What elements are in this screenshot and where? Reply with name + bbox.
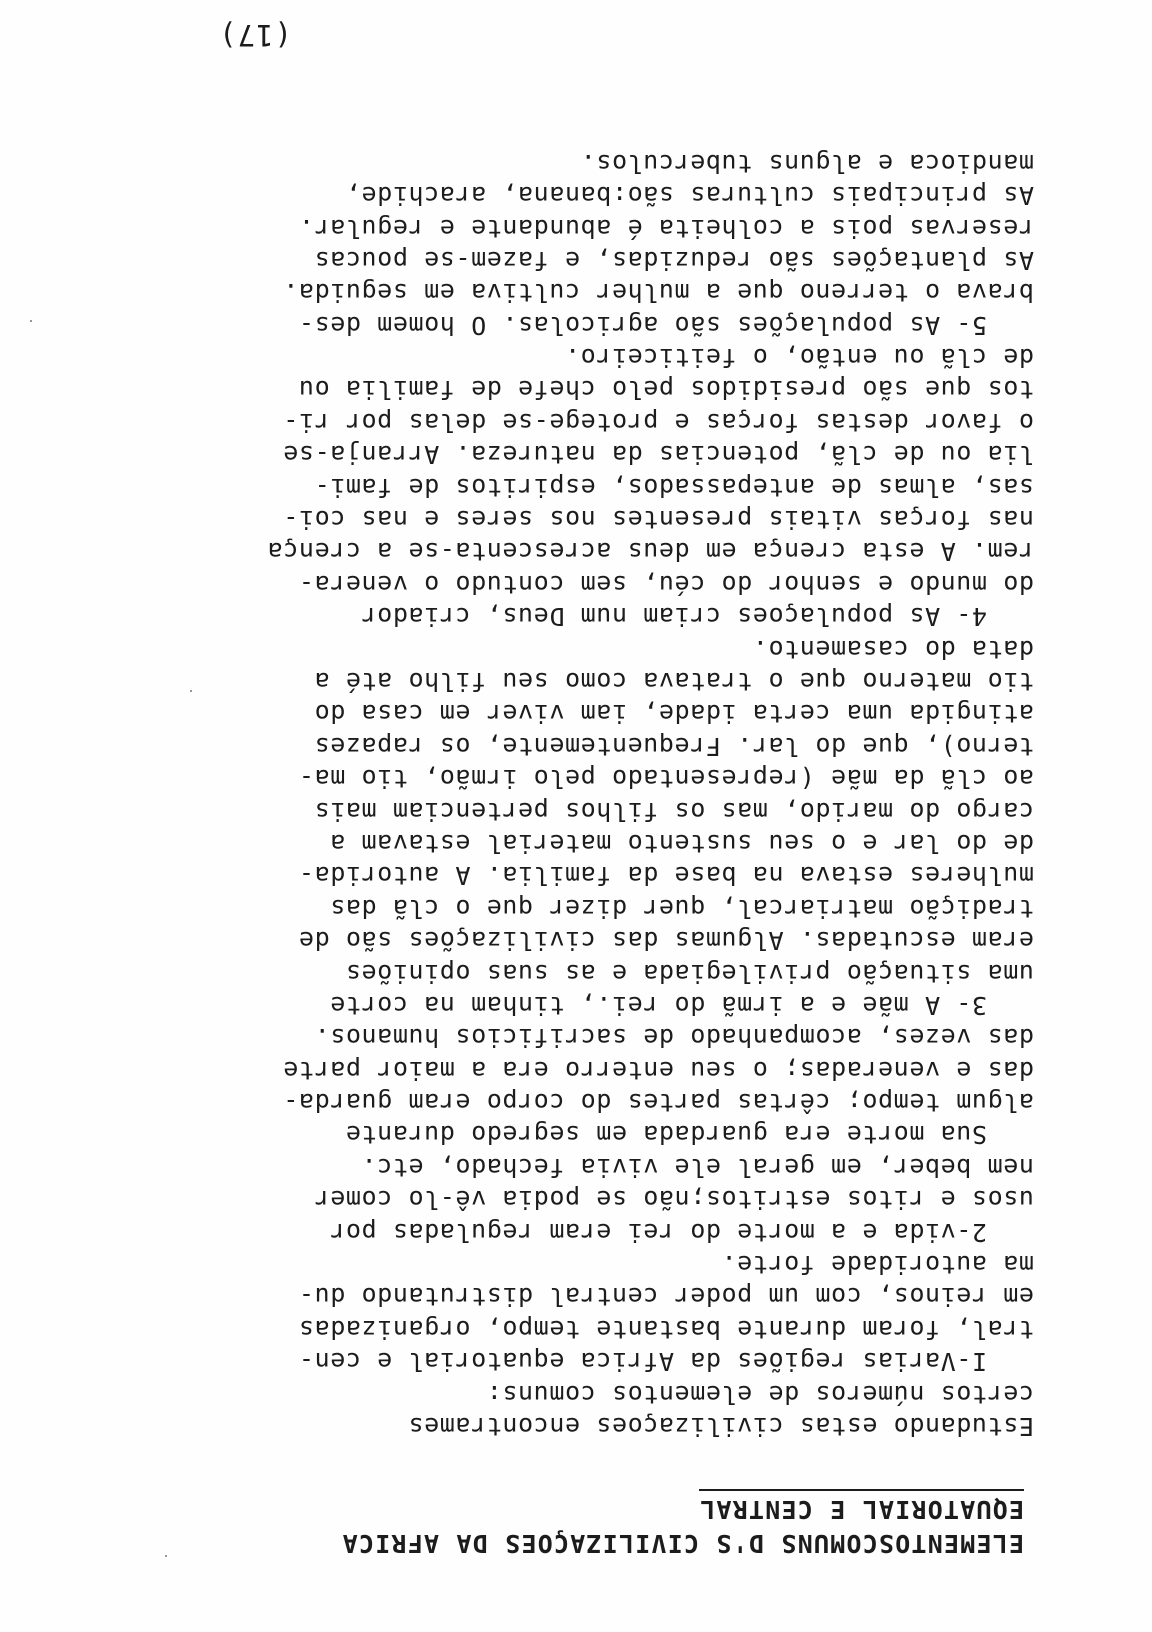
text-line: tos que são presididos pelo chefe de familia ou	[298, 375, 1034, 405]
text-line: Estudando estas civilizaçoes encontrames	[407, 1412, 1034, 1441]
text-line: data do casamento.	[752, 634, 1034, 664]
text-line: reservas pois a colheita é abundante e regular.	[298, 213, 1034, 243]
text-line: brava o terreno que a mulher cultiva em seguida.	[282, 278, 1034, 308]
text-line: sas, almas de antepassados, espiritos de fami-	[314, 472, 1034, 502]
text-line: ma autoridade forte.	[720, 1250, 1034, 1280]
text-line: uma situação privilegiada e as suas opiniões	[345, 958, 1034, 988]
text-line: 4- As populaçoes criam num Deus, criador	[360, 602, 1034, 632]
page-number: (17)	[218, 18, 292, 52]
scan-speck	[30, 320, 32, 322]
text-line: de do lar e o seu sustento material estavam a	[329, 828, 1034, 858]
text-line: nem beber, em geral ele vivia fechado, etc.	[360, 1152, 1034, 1182]
text-line: mandioca e alguns tuberculos.	[580, 148, 1034, 178]
text-line: nas forças vitais presentes nos seres e nas coi-	[282, 505, 1034, 535]
text-line: 5- As populações são agricolas. O homem des-	[298, 310, 1034, 340]
text-line: lia ou de clã, potencias da natureza. Arranja-se	[282, 440, 1034, 470]
document-title-line-2: EQUATORIAL E CENTRAL	[699, 1489, 1024, 1526]
text-line: rem. A esta crença em deus acrescenta-se a crença	[267, 537, 1034, 567]
text-line: 3- A mãe e a irmã do rei., tinham na corte	[329, 990, 1034, 1020]
text-line: tio materno que o tratava como seu filho até a	[314, 667, 1034, 697]
text-line: tradição matriarcal, quer dizer que o clã das	[329, 893, 1034, 923]
text-line: I-Varias regiões da Africa equatorial e cen-	[298, 1347, 1034, 1377]
text-line: de clã ou então, o feiticeiro.	[564, 343, 1034, 373]
text-line: das vezes, acompanhado de sacrificios humanos.	[314, 1023, 1034, 1053]
text-line: certos números de elementos comuns:	[486, 1379, 1034, 1409]
text-line: terno), que do lar. Frequentemente, os rapazes	[314, 731, 1034, 761]
text-line: usos e ritos estritos;não se podia vê-lo comer	[314, 1185, 1034, 1215]
text-line: do mundo e senhor do céu, sem contudo o venera-	[298, 569, 1034, 599]
text-line: cargo do marido, mas os filhos pertenciam mais	[314, 796, 1034, 826]
text-line: 2-vida e a morte do rei eram reguladas por	[329, 1217, 1034, 1247]
text-line: o favor destas forças e protege-se delas por ri-	[282, 407, 1034, 437]
document-title	[124, 1489, 1024, 1560]
text-line: atingida uma certa idade, iam viver em casa do	[314, 699, 1034, 729]
text-line: das e veneradas; o seu enterro era a maior parte	[282, 1055, 1034, 1085]
document-body	[94, 146, 1034, 1442]
text-line: ao clã da mãe (representado pelo irmão, tio ma-	[298, 764, 1034, 794]
text-line: mulheres estava na base da familia. A autorida-	[298, 861, 1034, 891]
document-title-line-1: ELEMENTOSCOMUNS D'S CIVILIZAÇOES DA AFRICA	[341, 1529, 1024, 1558]
text-line: tral, foram durante bastante tempo, organizadas	[298, 1314, 1034, 1344]
scan-speck	[165, 1555, 167, 1557]
text-line: eram escutadas. Algumas das civilizações são de	[298, 926, 1034, 956]
scan-speck	[190, 690, 192, 692]
text-line: em reinos, com um poder central distrutando du-	[298, 1282, 1034, 1312]
text-line: algum tempo; cêrtas partes do corpo eram guarda-	[282, 1088, 1034, 1118]
text-line: As plantações são reduzidas, e fazem-se poucas	[314, 245, 1034, 275]
text-line: As principais culturas são:banana, arachide,	[345, 181, 1034, 211]
text-line: Sua morte era guardada em segredo durante	[345, 1120, 1034, 1150]
